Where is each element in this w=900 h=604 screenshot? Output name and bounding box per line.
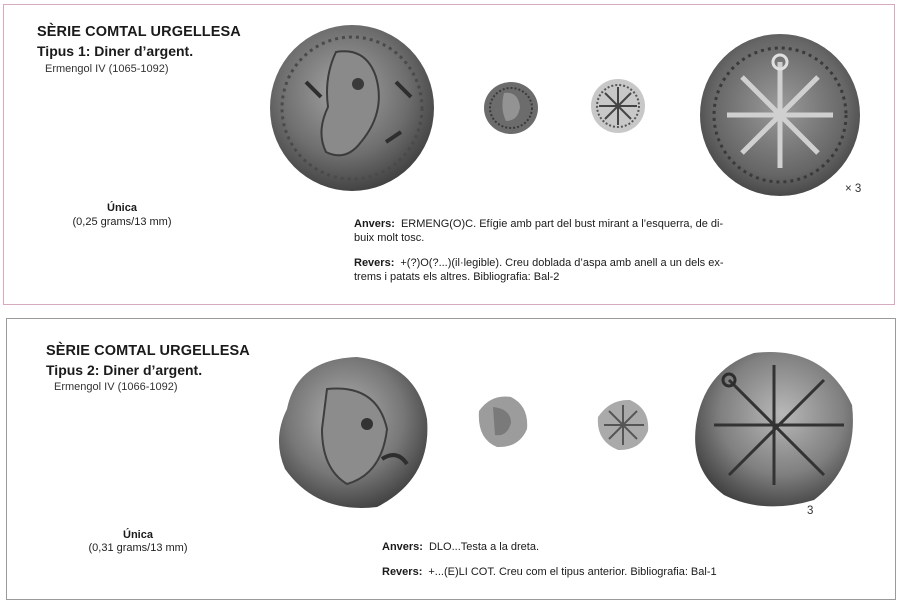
rarity-label: Única — [107, 202, 137, 214]
reverse-label: Revers: — [354, 257, 395, 269]
reverse-label: Revers: — [382, 566, 423, 578]
reverse-text: +...(E)LI COT. Creu com el tipus anterior. Bibliografia: Bal-1 — [428, 566, 717, 578]
coin-card-tipus-2 — [6, 318, 896, 600]
magnification-label: × 3 — [845, 183, 862, 195]
series-title: SÈRIE COMTAL URGELLESA — [37, 24, 241, 40]
obverse-label: Anvers: — [382, 541, 423, 553]
obverse-description — [382, 541, 842, 555]
obverse-text-line-1: ERMENG(O)C. Efígie amb part del bust mirant a l’esquerra, de di- — [400, 218, 724, 230]
coin-obverse-enlarged-image — [266, 22, 438, 194]
coin-card-tipus-1 — [3, 4, 895, 305]
coin-obverse-actual-image — [471, 391, 531, 451]
coin-reverse-enlarged-image — [697, 32, 863, 198]
coin-obverse-actual-image — [482, 79, 540, 137]
reverse-text-line-2: trems i patats els altres. Bibliografia: Bal-2 — [354, 270, 560, 283]
reverse-text-line-1: +(?)O(?...)(il·legible). Creu doblada d’aspa amb anell a un dels ex- — [400, 257, 724, 269]
reverse-description — [382, 566, 842, 580]
series-title: SÈRIE COMTAL URGELLESA — [46, 343, 250, 359]
obverse-description — [354, 218, 794, 245]
weight-size: (0,31 grams/13 mm) — [88, 542, 188, 554]
reverse-description — [354, 257, 794, 284]
ruler-dates: Ermengol IV (1066-1092) — [54, 381, 178, 393]
obverse-text: DLO...Testa a la dreta. — [428, 541, 540, 553]
coin-reverse-enlarged-image — [684, 345, 860, 511]
obverse-text-line-2: buix molt tosc. — [354, 231, 425, 244]
coin-type-title: Tipus 1: Diner d’argent. — [37, 43, 194, 59]
weight-size: (0,25 grams/13 mm) — [72, 216, 172, 228]
obverse-label: Anvers: — [354, 218, 395, 230]
ruler-dates: Ermengol IV (1065-1092) — [45, 63, 169, 75]
coin-type-title: Tipus 2: Diner d’argent. — [46, 362, 203, 378]
coin-reverse-actual-image — [592, 395, 654, 455]
magnification-label: 3 — [807, 505, 814, 517]
rarity-label: Única — [123, 529, 153, 541]
coin-reverse-actual-image — [589, 77, 647, 135]
coin-obverse-enlarged-image — [267, 349, 433, 515]
